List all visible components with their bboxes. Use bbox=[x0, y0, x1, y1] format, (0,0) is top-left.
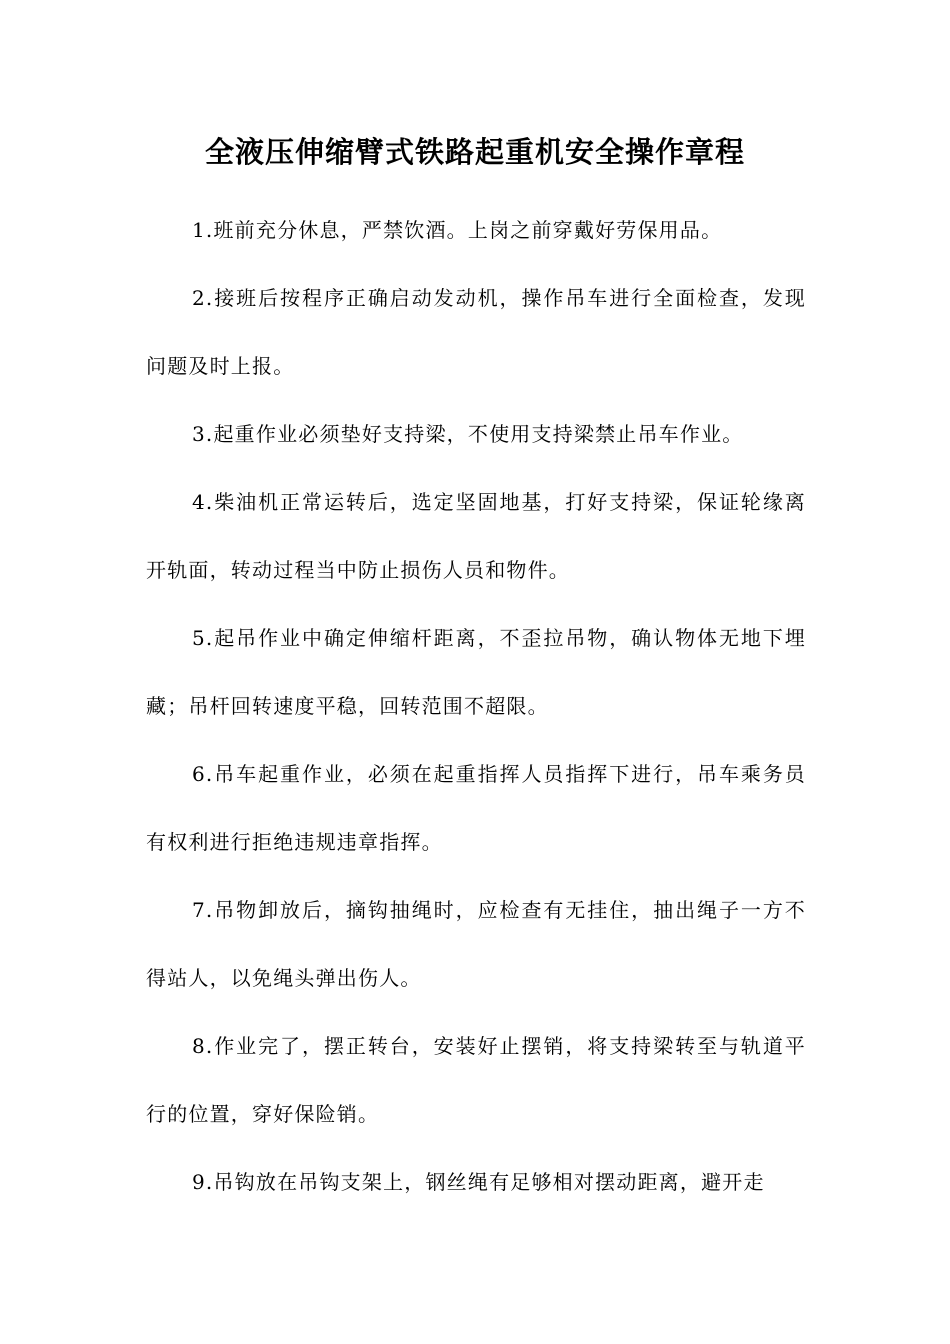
paragraph-9: 9.吊钩放在吊钩支架上，钢丝绳有足够相对摆动距离，避开走 bbox=[192, 1170, 765, 1194]
paragraph-8: 8.作业完了，摆正转台，安装好止摆销，将支持梁转至与轨道平行的位置，穿好保险销。 bbox=[146, 1034, 806, 1126]
document-title: 全液压伸缩臂式铁路起重机安全操作章程 bbox=[204, 135, 745, 169]
paragraph-7: 7.吊物卸放后，摘钩抽绳时，应检查有无挂住，抽出绳子一方不得站人，以免绳头弹出伤人。 bbox=[146, 898, 806, 990]
paragraph-5: 5.起吊作业中确定伸缩杆距离，不歪拉吊物，确认物体无地下埋藏；吊杆回转速度平稳，回转范围不超限。 bbox=[146, 626, 806, 718]
paragraph-6: 6.吊车起重作业，必须在起重指挥人员指挥下进行，吊车乘务员有权利进行拒绝违规违章指挥。 bbox=[146, 762, 806, 854]
paragraph-3: 3.起重作业必须垫好支持梁，不使用支持梁禁止吊车作业。 bbox=[192, 422, 744, 446]
document-body bbox=[146, 196, 806, 1216]
paragraph-1: 1.班前充分休息，严禁饮酒。上岗之前穿戴好劳保用品。 bbox=[192, 218, 723, 242]
paragraph-2: 2.接班后按程序正确启动发动机，操作吊车进行全面检查，发现问题及时上报。 bbox=[146, 286, 806, 378]
paragraph-4: 4.柴油机正常运转后，选定坚固地基，打好支持梁，保证轮缘离开轨面，转动过程当中防止损伤人员和物件。 bbox=[146, 490, 806, 582]
